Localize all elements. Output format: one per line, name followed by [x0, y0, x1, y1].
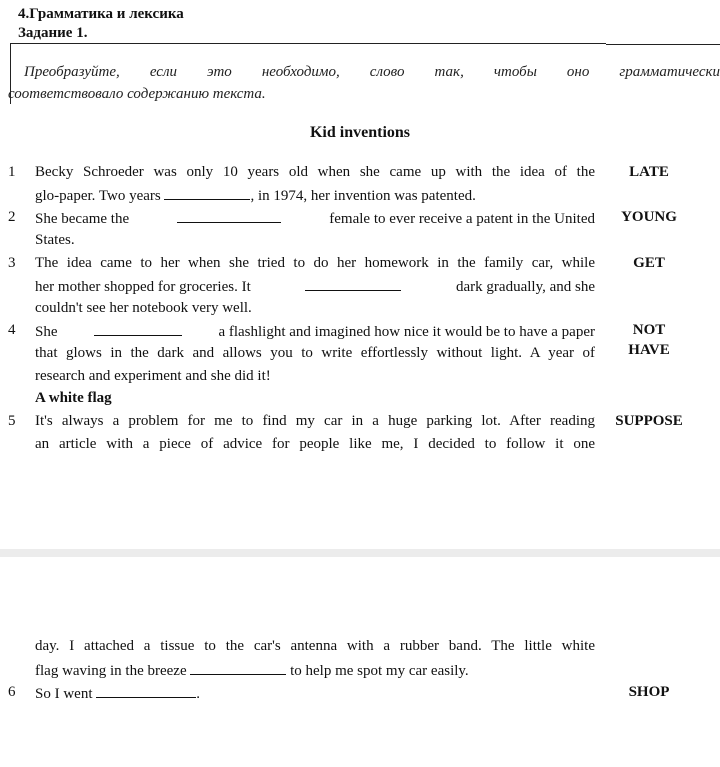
text-fragment: , in 1974, her invention was patented. — [250, 188, 476, 204]
answer-blank-5[interactable] — [190, 661, 286, 675]
instruction-word: грамматически — [619, 64, 720, 80]
keyword-6: SHOP — [628, 684, 670, 700]
text-line: an article with a piece of advice for people like me, I decided to follow it one — [35, 436, 595, 452]
text-line: The idea came to her when she tried to do her homework in the family car, while — [35, 255, 595, 271]
keyword-4: NOT — [632, 322, 666, 338]
text-line — [35, 209, 595, 228]
instruction-word: если — [149, 64, 177, 80]
text-line: that glows in the dark and allows you to write effortlessly without light. A year of — [35, 345, 595, 361]
item-number-4: 4 — [8, 322, 16, 338]
item-number-6: 6 — [8, 684, 16, 700]
text-line: couldn't see her notebook very well. — [35, 300, 252, 316]
item-number-3: 3 — [8, 255, 16, 271]
text-fragment: her mother shopped for groceries. It — [35, 279, 251, 295]
text-line: day. I attached a tissue to the car's antenna with a rubber band. The little white — [35, 638, 595, 654]
page-break — [0, 549, 720, 557]
answer-blank-1[interactable] — [164, 186, 250, 200]
answer-blank-4[interactable] — [94, 322, 182, 336]
text-fragment: She became the — [35, 211, 130, 227]
task-label: Задание 1. — [18, 25, 88, 41]
keyword-5: SUPPOSE — [615, 413, 683, 429]
text-line — [35, 186, 595, 205]
text-fragment: flag waving in the breeze — [35, 663, 187, 679]
instruction-word: необходимо, — [261, 64, 340, 80]
text-line: It's always a problem for me to find my car in a huge parking lot. After reading — [35, 413, 595, 429]
instruction-line-1 — [24, 64, 720, 81]
text-line — [35, 322, 595, 341]
text-line: research and experiment and she did it! — [35, 368, 271, 384]
text-fragment: glo-paper. Two years — [35, 188, 161, 204]
header-divider-tail — [606, 44, 720, 45]
header-divider — [10, 43, 606, 44]
keyword-4-second: HAVE — [628, 342, 670, 358]
answer-blank-6[interactable] — [96, 684, 196, 698]
instruction-word: это — [207, 64, 232, 80]
text-fragment: dark gradually, and she — [456, 279, 595, 295]
instruction-word: оно — [566, 64, 590, 80]
text-line — [35, 684, 595, 703]
instruction-word: чтобы — [493, 64, 537, 80]
instruction-word: Преобразуйте, — [24, 64, 120, 80]
text-line — [35, 277, 595, 296]
item-number-1: 1 — [8, 164, 16, 180]
item-number-2: 2 — [8, 209, 16, 225]
keyword-1: LATE — [629, 164, 669, 180]
item-number-5: 5 — [8, 413, 16, 429]
answer-blank-2[interactable] — [177, 209, 281, 223]
text-fragment: She — [35, 324, 58, 340]
instruction-word: так, — [434, 64, 464, 80]
keyword-2: YOUNG — [621, 209, 677, 225]
text-fragment: a flashlight and imagined how nice it would be to have a paper — [218, 324, 595, 340]
instruction-word: слово — [369, 64, 405, 80]
subtitle: A white flag — [35, 390, 112, 406]
text-line — [35, 661, 595, 680]
answer-blank-3[interactable] — [305, 277, 401, 291]
text-line: Becky Schroeder was only 10 years old when she came up with the idea of the — [35, 164, 595, 180]
instruction-line-2: соответствовало содержанию текста. — [8, 86, 266, 102]
section-heading: 4.Грамматика и лексика — [18, 6, 184, 22]
text-title: Kid inventions — [309, 124, 411, 141]
text-fragment: to help me spot my car easily. — [290, 663, 469, 679]
text-fragment: female to ever receive a patent in the United — [329, 211, 595, 227]
text-fragment: So I went — [35, 686, 93, 702]
text-line: States. — [35, 232, 75, 248]
text-fragment: . — [196, 686, 200, 702]
keyword-3: GET — [633, 255, 665, 271]
